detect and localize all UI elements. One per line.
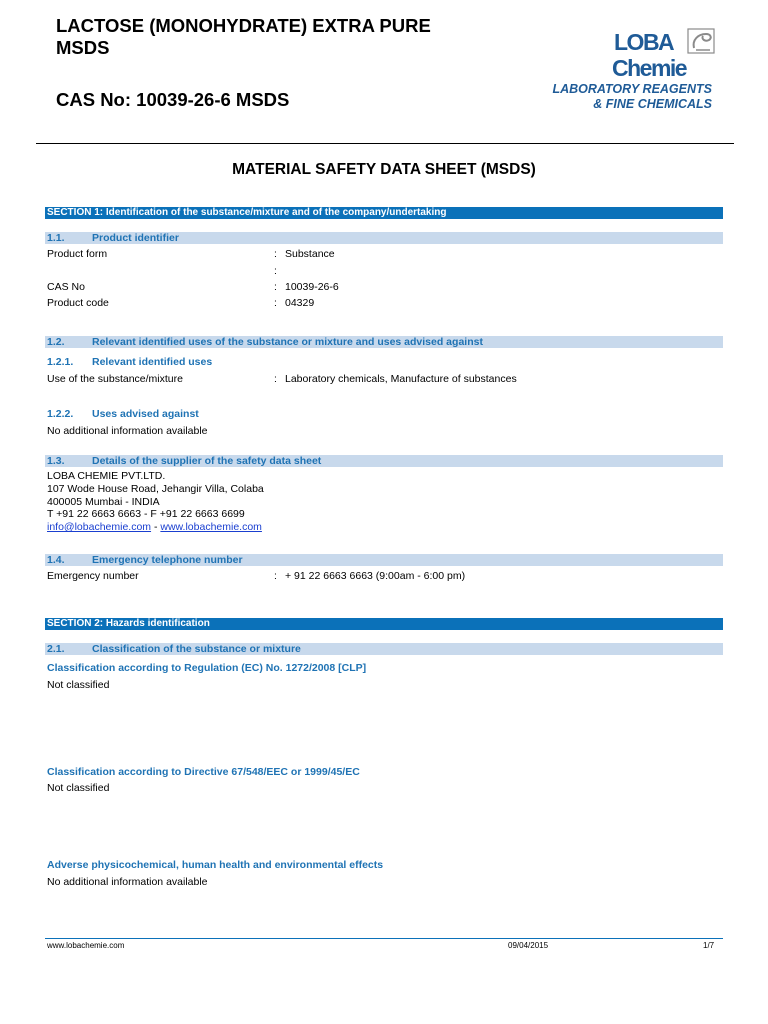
adverse-effects-text: No additional information available xyxy=(47,876,208,888)
clp-classification-heading: Classification according to Regulation (EC) No. 1272/2008 [CLP] xyxy=(47,662,367,674)
document-title xyxy=(56,15,526,59)
tagline-line-1: LABORATORY REAGENTS xyxy=(552,82,712,96)
subsection-title: Uses advised against xyxy=(92,408,199,420)
link-separator: - xyxy=(151,521,161,533)
subsection-title: Emergency telephone number xyxy=(92,554,243,566)
subsection-number: 1.1. xyxy=(47,232,65,244)
adverse-effects-heading: Adverse physicochemical, human health and environmental effects xyxy=(47,859,384,871)
row-value: 10039-26-6 xyxy=(285,281,339,293)
row-label: Product form xyxy=(47,248,108,260)
subsection-number: 1.2.2. xyxy=(47,408,74,420)
title-line-1: LACTOSE (MONOHYDRATE) EXTRA PURE xyxy=(56,15,431,36)
subsection-2-1-bar xyxy=(45,643,723,655)
tagline xyxy=(520,82,712,112)
subsection-title: Classification of the substance or mixture xyxy=(92,643,301,655)
directive-classification-heading: Classification according to Directive 67/548/EEC or 1999/45/EC xyxy=(47,766,360,778)
header-divider xyxy=(36,143,734,144)
row-colon: : xyxy=(274,297,277,309)
row-colon: : xyxy=(274,373,277,385)
subsection-number: 1.4. xyxy=(47,554,65,566)
clp-classification-text: Not classified xyxy=(47,679,110,691)
msds-heading: MATERIAL SAFETY DATA SHEET (MSDS) xyxy=(232,161,536,178)
flask-logo-icon xyxy=(688,29,714,53)
subsection-number: 1.3. xyxy=(47,455,65,467)
logo-text-top: LOBA xyxy=(614,29,674,55)
supplier-phone: T +91 22 6663 6663 - F +91 22 6663 6699 xyxy=(47,508,245,520)
subsection-1-4-bar xyxy=(45,554,723,566)
row-label: Use of the substance/mixture xyxy=(47,373,183,385)
section-2-bar: SECTION 2: Hazards identification xyxy=(45,618,723,630)
subsection-number: 2.1. xyxy=(47,643,65,655)
row-label: Emergency number xyxy=(47,570,139,582)
row-colon: : xyxy=(274,265,277,277)
supplier-name: LOBA CHEMIE PVT.LTD. xyxy=(47,470,166,482)
subsection-number: 1.2.1. xyxy=(47,356,74,368)
row-label: CAS No xyxy=(47,281,85,293)
directive-classification-text: Not classified xyxy=(47,782,110,794)
row-label: Product code xyxy=(47,297,109,309)
subsection-number: 1.2. xyxy=(47,336,65,348)
subsection-title: Relevant identified uses xyxy=(92,356,213,368)
row-value: Substance xyxy=(285,248,335,260)
footer-website: www.lobachemie.com xyxy=(47,941,125,950)
subsection-title: Details of the supplier of the safety data sheet xyxy=(92,455,322,467)
supplier-contact-line xyxy=(47,521,262,534)
subsection-title: Product identifier xyxy=(92,232,179,244)
row-value: 04329 xyxy=(285,297,315,309)
footer-page-number: 1/7 xyxy=(703,941,715,950)
title-line-2: MSDS xyxy=(56,37,110,58)
row-colon: : xyxy=(274,570,277,582)
tagline-line-2: & FINE CHEMICALS xyxy=(593,97,712,111)
row-colon: : xyxy=(274,248,277,260)
subsection-1-2-bar xyxy=(45,336,723,348)
row-value: + 91 22 6663 6663 (9:00am - 6:00 pm) xyxy=(285,570,466,582)
loba-chemie-logo xyxy=(612,28,718,78)
row-colon: : xyxy=(274,281,277,293)
email-link[interactable]: info@lobachemie.com xyxy=(47,521,152,533)
subsection-1-3-bar xyxy=(45,455,723,467)
body-text: No additional information available xyxy=(47,425,208,437)
footer-date: 09/04/2015 xyxy=(508,941,549,950)
logo-text-bottom: Chemie xyxy=(612,55,687,78)
footer-divider xyxy=(45,938,723,939)
cas-title: CAS No: 10039-26-6 MSDS xyxy=(56,89,290,110)
row-value: Laboratory chemicals, Manufacture of substances xyxy=(285,373,517,385)
supplier-city: 400005 Mumbai - INDIA xyxy=(47,496,160,508)
section-1-bar: SECTION 1: Identification of the substance/mixture and of the company/undertaking xyxy=(45,207,723,219)
subsection-1-1-bar xyxy=(45,232,723,244)
subsection-title: Relevant identified uses of the substance or mixture and uses advised against xyxy=(92,336,483,348)
website-link[interactable]: www.lobachemie.com xyxy=(160,521,262,533)
supplier-address: 107 Wode House Road, Jehangir Villa, Colaba xyxy=(47,483,264,495)
